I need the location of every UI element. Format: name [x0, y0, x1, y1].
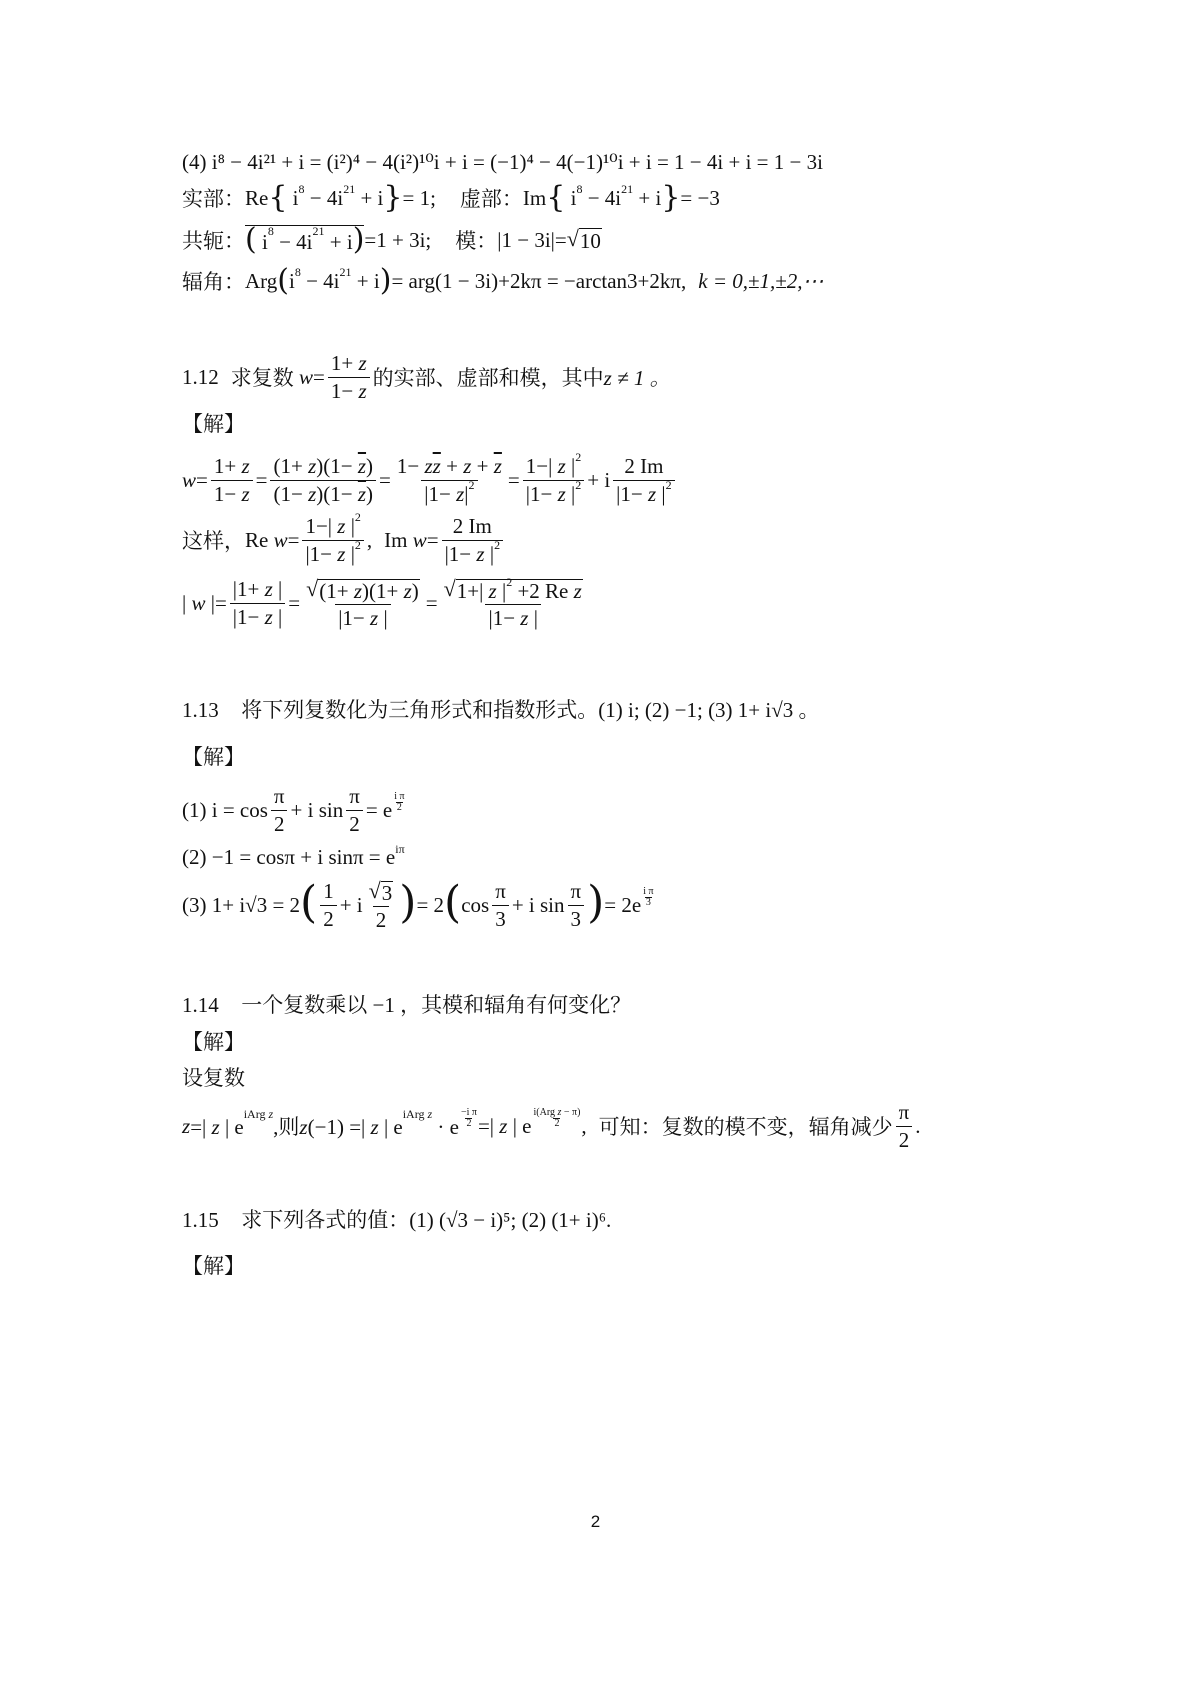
- real-part-result: = 1;: [402, 185, 436, 210]
- problem-1-14-derivation: z =| z | $e^{iArg z}$,则z(−1) =| z | $e^{iArg z} \cdot e$ $\frac{\text{−i π}}{2}$ =| z | e i(Arg z − π) 2 , 可知：复数的模不变，辐角减少 $\frac{\pi}{2}$ .: [182, 1100, 921, 1152]
- solution-label: 【解】: [182, 1254, 245, 1278]
- argument-k: k = 0,±1,±2,⋯: [698, 268, 824, 293]
- modulus-expr: |1 − 3i|=: [497, 227, 567, 252]
- problem-1-14-setup: 设复数: [182, 1066, 245, 1090]
- problem-1-12-step1: w = $\frac{1+ z}{1- z}$ = $\frac{(1+ z)(1- \overline{z})}{(1- z)(1- \overline{z})}$ = $\frac{1- z\overline{z} + z + \overline{z}}{|1- z|^2}$ = $\frac{1-| z |^2}{|1- z |^2}$ + i $\frac{2 Im}{|1- z |^2}$: [182, 450, 678, 510]
- modulus-label: 模：: [455, 229, 498, 253]
- imag-part-result: = −3: [680, 185, 720, 210]
- solution-label: 【解】: [182, 412, 245, 436]
- part4-conj-mod-line: 共轭： ( $i^8 - 4i^{21} + i$) =1 + 3i; 模： |1 − 3i|= √ 10: [182, 222, 601, 257]
- part4-real-imag-line: 实部： Re { $i^8 - 4i^{21} + i$ } = 1; 虚部： Im { $i^8 - 4i^{21} + i$ } = −3: [182, 180, 720, 215]
- conjugate-label: 共轭：: [182, 229, 245, 253]
- problem-1-13-line3: (3) 1+ i√3 = 2 ( $\frac{1}{2}$ + i √ 3 2 ) = 2 ( cos $\frac{\pi}{3}$ + i sin $\frac{\pi}{3}$ ) = 2e i π 3: [182, 877, 654, 932]
- problem-1-12-step3: | w |= $\frac{|1+ z |}{|1- z |}$ = √ (1+ z)(1+ z) |1− z | = √ 1+| z $|^2 +2$ Re z |1− z |: [182, 574, 582, 630]
- problem-1-13-question: 1.13 将下列复数化为三角形式和指数形式。(1) i; (2) −1; (3) 1+ i√3 。: [182, 698, 820, 722]
- part4-argument-line: 辐角： Arg ( $i^8 - 4i^{21} + i$ ) = arg(1 − 3i)+2kπ = −arctan3+2kπ, k = 0,±1,±2,⋯: [182, 263, 824, 298]
- problem-1-13-line2: (2) −1 = cosπ + i $\sin\pi = e^{i\pi}$: [182, 842, 405, 869]
- argument-label: 辐角：: [182, 270, 245, 294]
- part4-expression: (4) i⁸ − 4i²¹ + i = (i²)⁴ − 4(i²)¹⁰i + i = (−1)⁴ − 4(−1)¹⁰i + i = 1 − 4i + i = 1 − 3i: [182, 150, 823, 174]
- conjugate-result: =1 + 3i;: [364, 227, 432, 252]
- problem-1-14-question: 1.14 一个复数乘以 −1 ，其模和辐角有何变化？: [182, 993, 632, 1017]
- problem-number: 1.12: [182, 364, 219, 389]
- real-part-label: 实部：: [182, 187, 245, 211]
- solution-label: 【解】: [182, 745, 245, 769]
- solution-label: 【解】: [182, 1030, 245, 1054]
- imag-part-label: 虚部：: [459, 187, 523, 211]
- problem-1-12-question: 1.12 求复数 w = $\frac{1+ z}{1- z}$ 的实部、虚部和模，其中 z ≠ 1 。: [182, 351, 671, 403]
- problem-1-12-step2: 这样， Re w = $\frac{1-| z |^2}{|1- z |^2}$ , Im w = $\frac{2 Im}{|1- z |^2}$: [182, 510, 506, 570]
- problem-1-13-line1: (1) i = cos $\frac{\pi}{2}$ + i sin $\frac{\pi}{2}$ = e i π 2: [182, 784, 405, 836]
- page-number: 2: [590, 1512, 601, 1531]
- problem-1-15-question: 1.15 求下列各式的值：(1) (√3 − i)⁵; (2) (1+ i)⁶.: [182, 1208, 612, 1232]
- argument-expr: = arg(1 − 3i)+2kπ = −arctan3+2kπ,: [391, 268, 687, 293]
